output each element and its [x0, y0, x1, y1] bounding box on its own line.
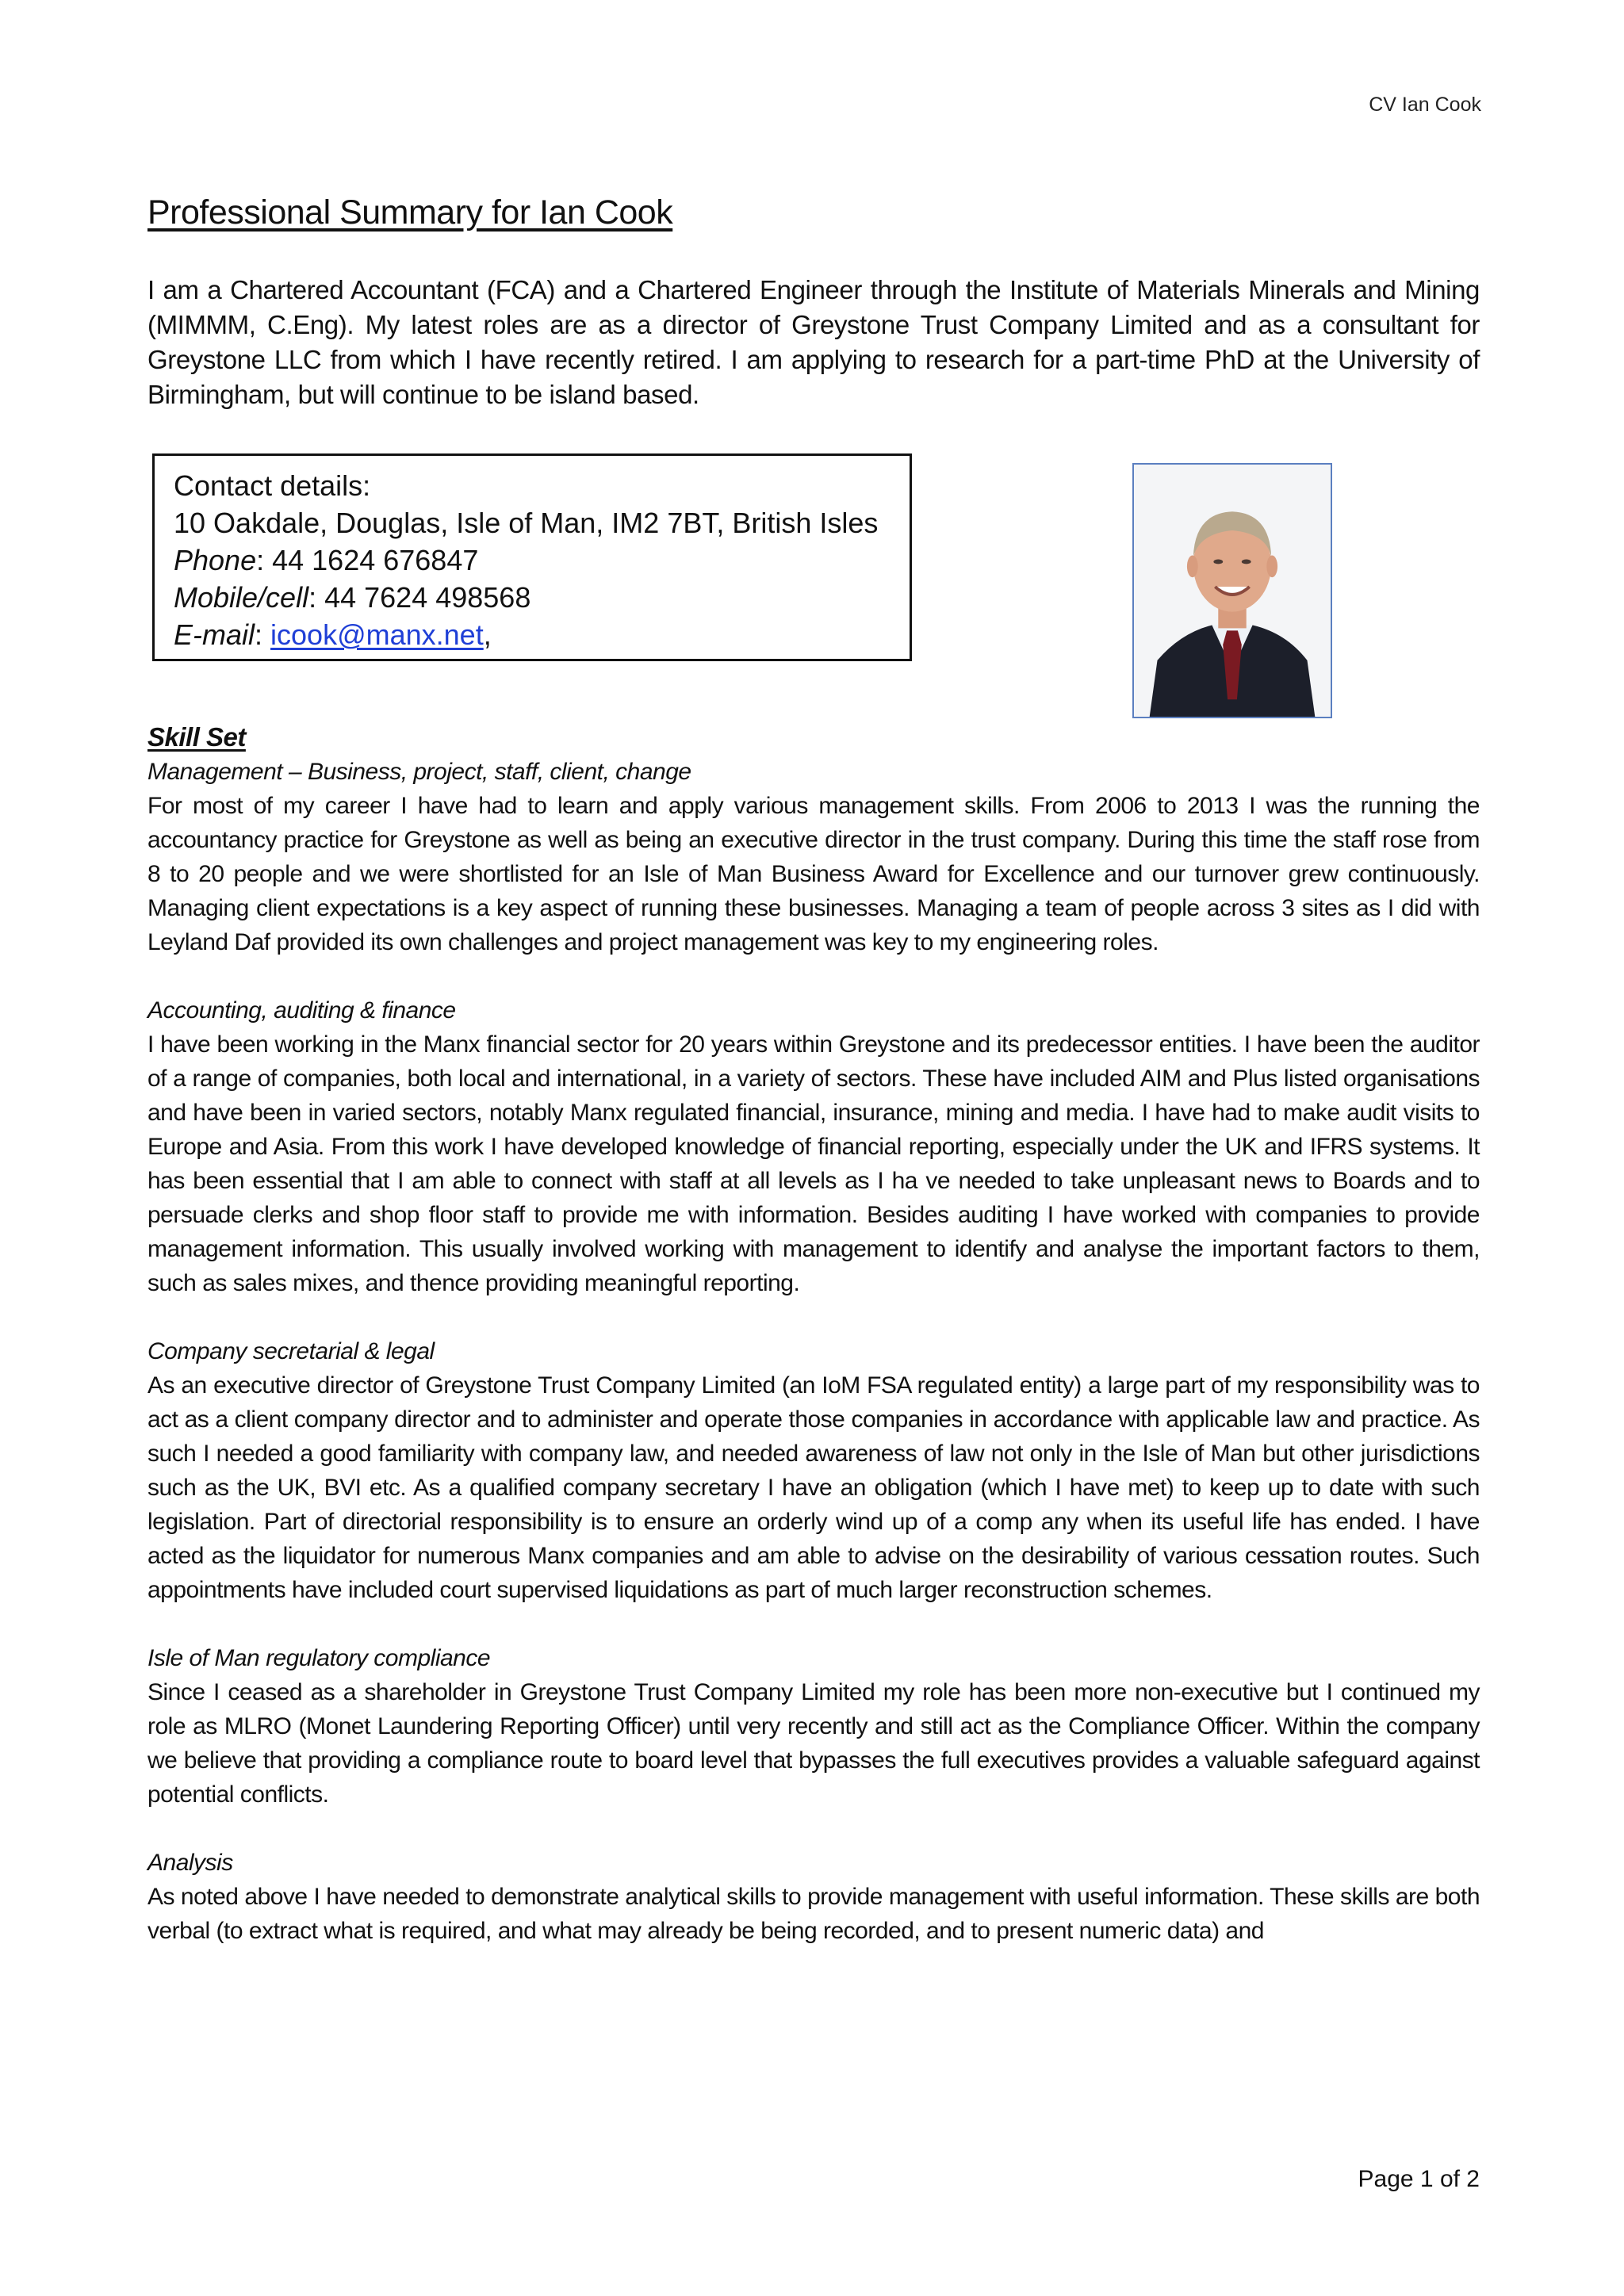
contact-details-box [152, 453, 912, 661]
contact-heading: Contact details: [174, 469, 371, 502]
portrait-photo-icon [1134, 465, 1331, 717]
section-subheading: Company secretarial & legal [147, 1338, 435, 1364]
section-text: I have been working in the Manx financial sector for 20 years within Greystone and its predecessor entities. I have been the auditor of a range of companies, both local and international, in a variety of sectors. These have included AIM and Plus listed organisations and have been in varied sectors, notably Manx regulated financial, insurance, mining and media. I have had to make audit visits to Europe and Asia. From this work I have developed knowledge of financial reporting, especially under the UK and IFRS systems. It has been essential that I am able to connect with staff at all levels as I ha ve needed to take unpleasant news to Boards and to persuade clerks and shop floor staff to provide me with information. Besides auditing I have worked with companies to provide management information. This usually involved working with management to identify and analyse the important factors to them, such as sales mixes, and thence providing meaningful reporting. [147, 1031, 1480, 1296]
section-text: Since I ceased as a shareholder in Greystone Trust Company Limited my role has been more non-executive but I continued my role as MLRO (Monet Laundering Reporting Officer) until very recently and still act as the Compliance Officer. Within the company we believe that providing a compliance route to board level that bypasses the full executives provides a valuable safeguard against potential conflicts. [147, 1679, 1480, 1808]
intro-paragraph: I am a Chartered Accountant (FCA) and a Chartered Engineer through the Institute of Materials Minerals and Mining (MIMMM, C.Eng). My latest roles are as a director of Greystone Trust Company Limited and as a consultant for Greystone LLC from which I have recently retired. I am applying to research for a part-time PhD at the University of Birmingham, but will continue to be island based. [147, 275, 1480, 409]
section-text: For most of my career I have had to learn and apply various management skills. From 2006 to 2013 I was the running the accountancy practice for Greystone as well as being an executive director in the trust company. During this time the staff rose from 8 to 20 people and we were shortlisted for an Isle of Man Business Award for Excellence and our turnover grew continuously. Managing client expectations is a key aspect of running these businesses. Managing a team of people across 3 sites as I did with Leyland Daf provided its own challenges and project management was key to my engineering roles. [147, 793, 1480, 955]
email-label: E-mail [174, 618, 255, 651]
contact-phone [174, 541, 910, 579]
mobile-value: : 44 7624 498568 [308, 581, 531, 614]
section-management [147, 755, 1480, 959]
page-number: Page 1 of 2 [1358, 2166, 1480, 2192]
portrait-photo [1132, 463, 1332, 718]
skill-set [147, 720, 1480, 1982]
contact-address: 10 Oakdale, Douglas, Isle of Man, IM2 7BT, British Isles [174, 507, 879, 539]
skill-set-heading: Skill Set [147, 722, 246, 752]
email-link[interactable]: icook@manx.net [270, 618, 484, 651]
section-subheading: Management – Business, project, staff, client, change [147, 759, 691, 785]
section-company-secretarial [147, 1334, 1480, 1607]
contact-mobile [174, 579, 910, 616]
phone-value: : 44 1624 676847 [256, 544, 479, 576]
email-trail: , [483, 618, 492, 651]
running-header: CV Ian Cook [1369, 94, 1481, 116]
email-separator: : [255, 618, 271, 651]
mobile-label: Mobile/cell [174, 581, 309, 614]
section-subheading: Analysis [147, 1850, 233, 1876]
section-regulatory [147, 1641, 1480, 1812]
page-title: Professional Summary for Ian Cook [147, 193, 673, 232]
section-text: As noted above I have needed to demonstrate analytical skills to provide management with useful information. These skills are both verbal (to extract what is required, and what may already be being recorded, and to present numeric data) and [147, 1884, 1480, 1944]
phone-label: Phone [174, 544, 257, 576]
section-text: As an executive director of Greystone Trust Company Limited (an IoM FSA regulated entity) a large part of my responsibility was to act as a client company director and to administer and operate those companies in accordance with applicable law and practice. As such I needed a good familiarity with company law, and needed awareness of law not only in the Isle of Man but other jurisdictions such as the UK, BVI etc. As a qualified company secretary I have an obligation (which I have met) to keep up to date with such legislation. Part of directorial responsibility is to ensure an orderly wind up of a comp any when its useful life has ended. I have acted as the liquidator for numerous Manx companies and am able to advise on the desirability of various cessation routes. Such appointments have included court supervised liquidations as part of much larger reconstruction schemes. [147, 1372, 1480, 1603]
section-accounting [147, 993, 1480, 1300]
section-subheading: Accounting, auditing & finance [147, 997, 456, 1024]
section-subheading: Isle of Man regulatory compliance [147, 1645, 491, 1671]
contact-email [174, 616, 910, 653]
section-analysis [147, 1846, 1480, 1948]
